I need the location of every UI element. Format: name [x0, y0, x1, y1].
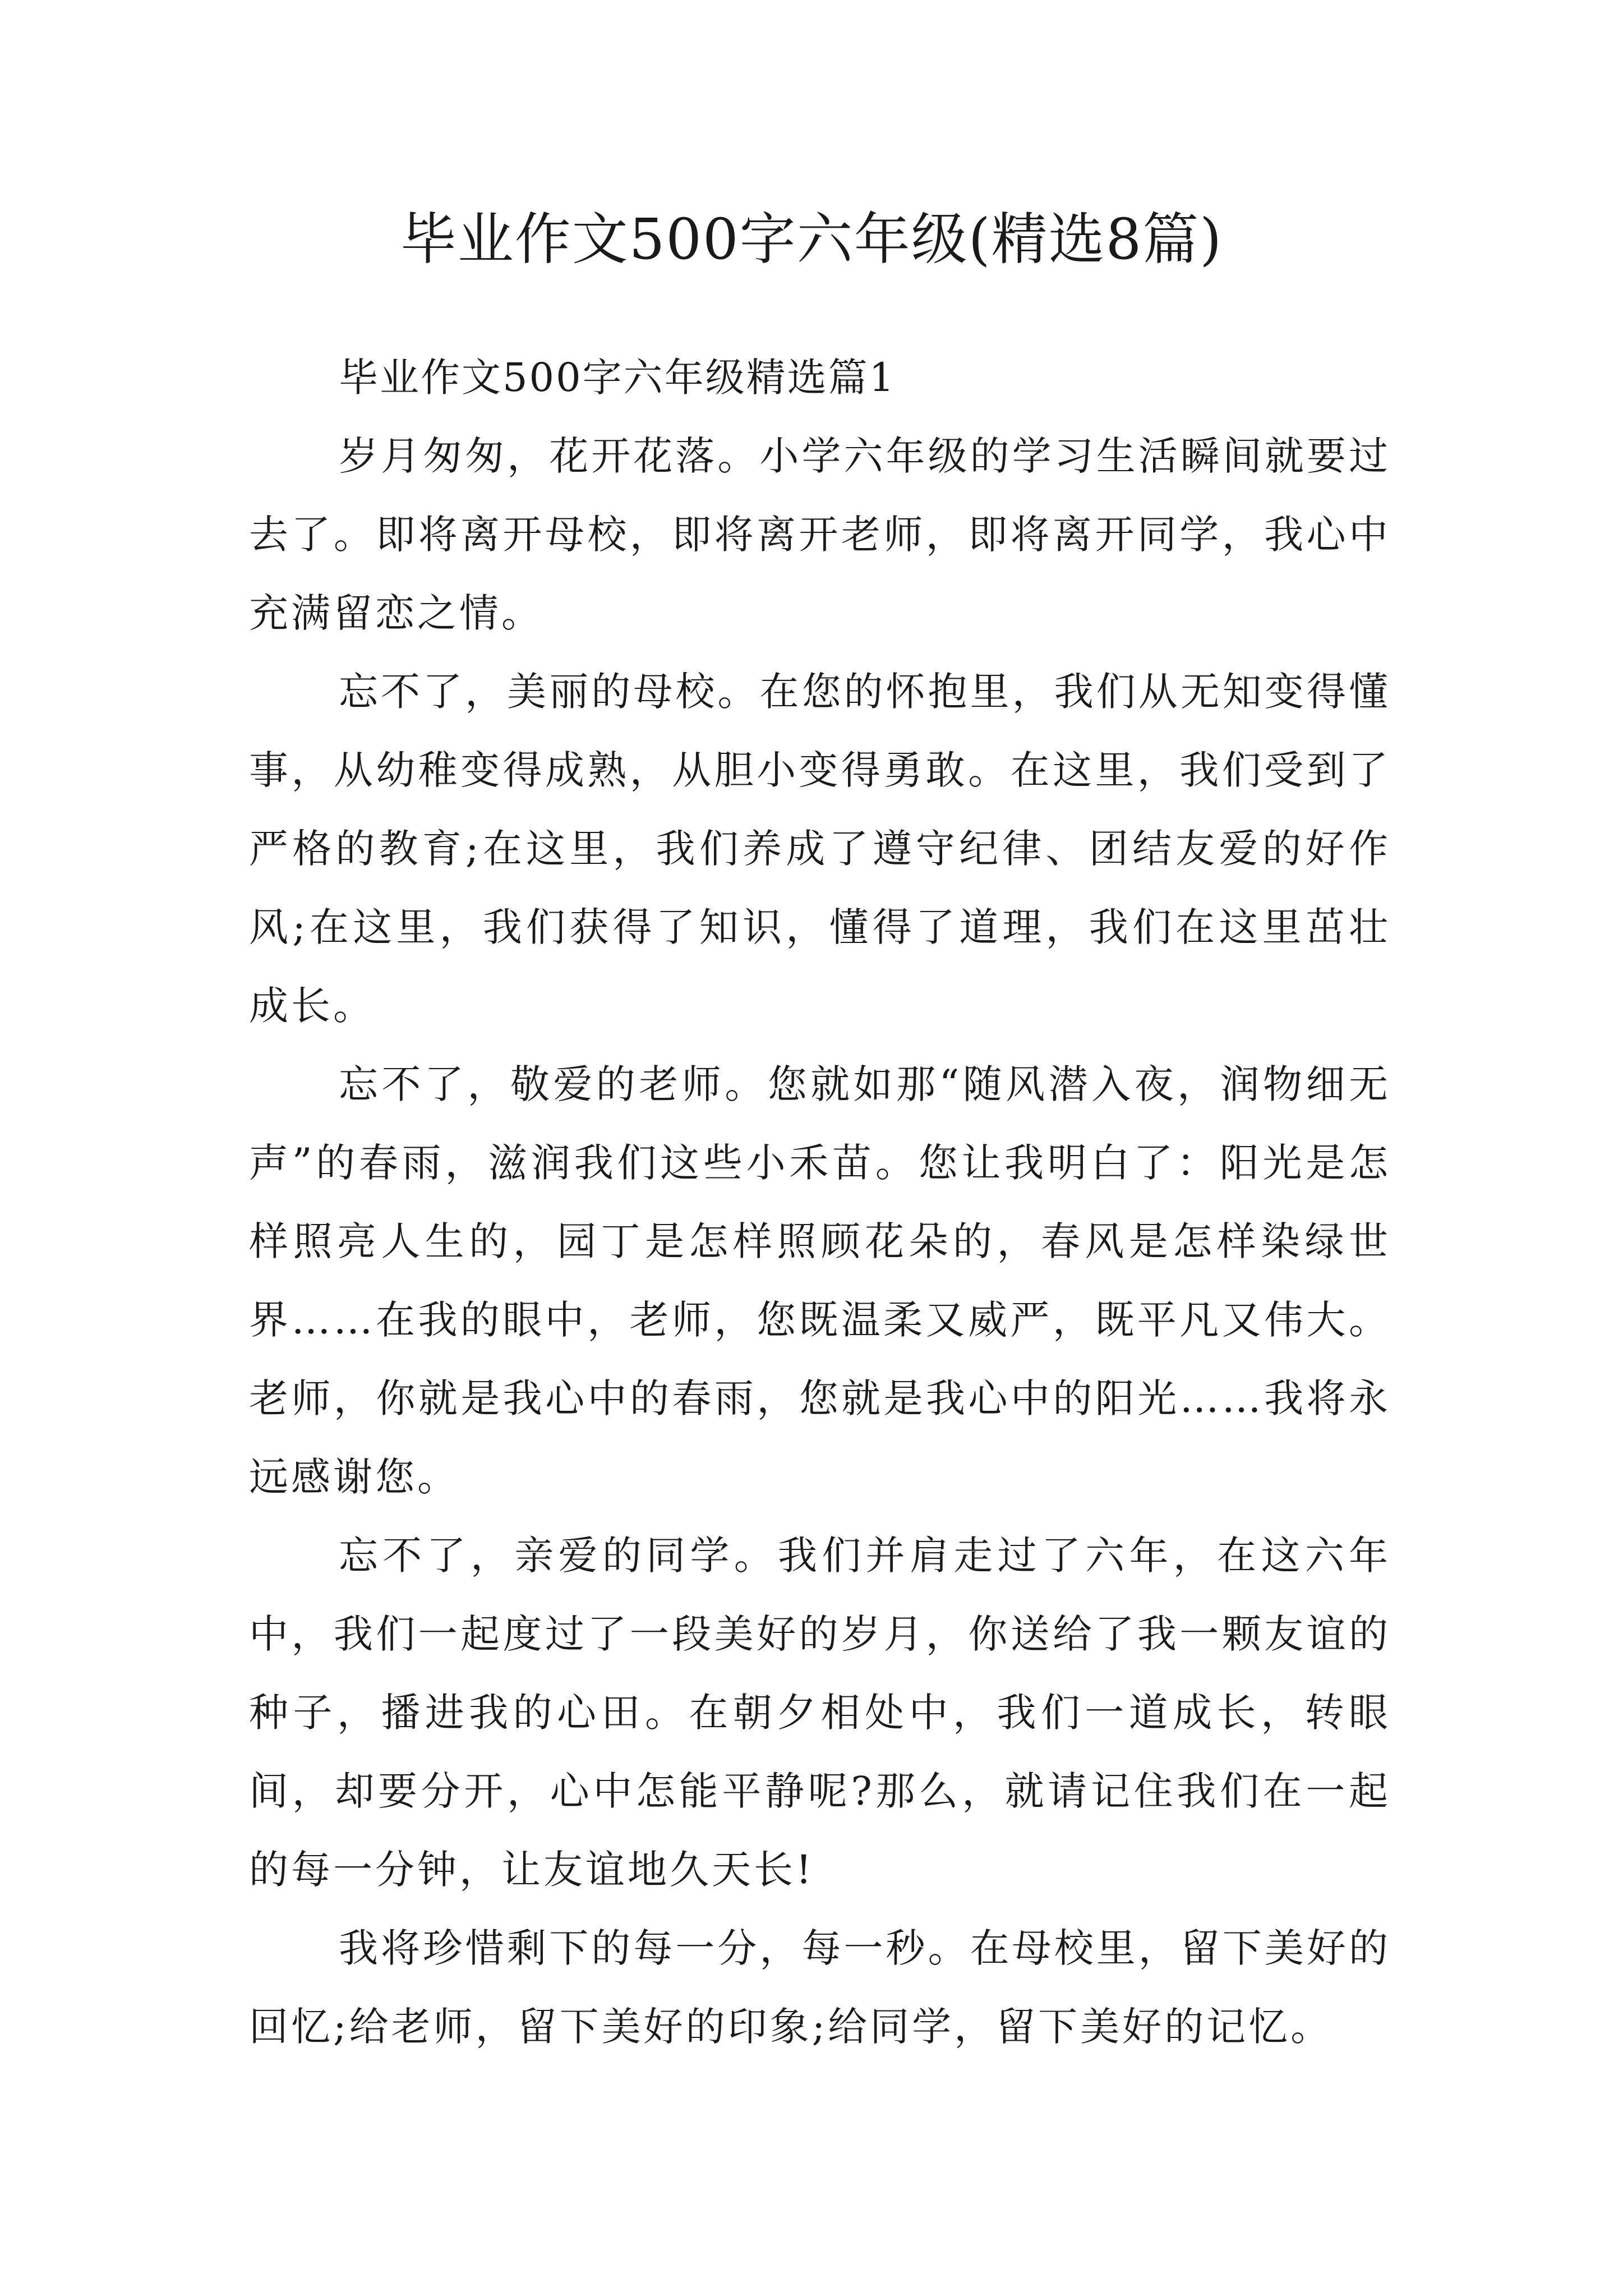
document-body — [249, 338, 1391, 2066]
paragraph: 忘不了，敬爱的老师。您就如那“随风潜入夜，润物细无声”的春雨，滋润我们这些小禾苗。您让我明白了：阳光是怎样照亮人生的，园丁是怎样照顾花朵的，春风是怎样染绿世界……在我的眼中，老师，您既温柔又威严，既平凡又伟大。老师，你就是我心中的春雨，您就是我心中的阳光……我将永远感谢您。 — [249, 1061, 1391, 1500]
paragraph: 忘不了，亲爱的同学。我们并肩走过了六年，在这六年中，我们一起度过了一段美好的岁月，你送给了我一颗友谊的种子，播进我的心田。在朝夕相处中，我们一道成长，转眼间，却要分开，心中怎能平静呢?那么，就请记住我们在一起的每一分钟，让友谊地久天长! — [249, 1533, 1391, 1893]
paragraph: 忘不了，美丽的母校。在您的怀抱里，我们从无知变得懂事，从幼稚变得成熟，从胆小变得勇敢。在这里，我们受到了严格的教育;在这里，我们养成了遵守纪律、团结友爱的好作风;在这里，我们获得了知识，懂得了道理，我们在这里茁壮成长。 — [249, 669, 1391, 1029]
section-heading: 毕业作文500字六年级精选篇1 — [339, 355, 896, 401]
paragraph: 我将珍惜剩下的每一分，每一秒。在母校里，留下美好的回忆;给老师，留下美好的印象;给同学，留下美好的记忆。 — [249, 1925, 1391, 2050]
document-title: 毕业作文500字六年级(精选8篇) — [400, 206, 1223, 272]
paragraph: 岁月匆匆，花开花落。小学六年级的学习生活瞬间就要过去了。即将离开母校，即将离开老师，即将离开同学，我心中充满留恋之情。 — [249, 433, 1391, 636]
